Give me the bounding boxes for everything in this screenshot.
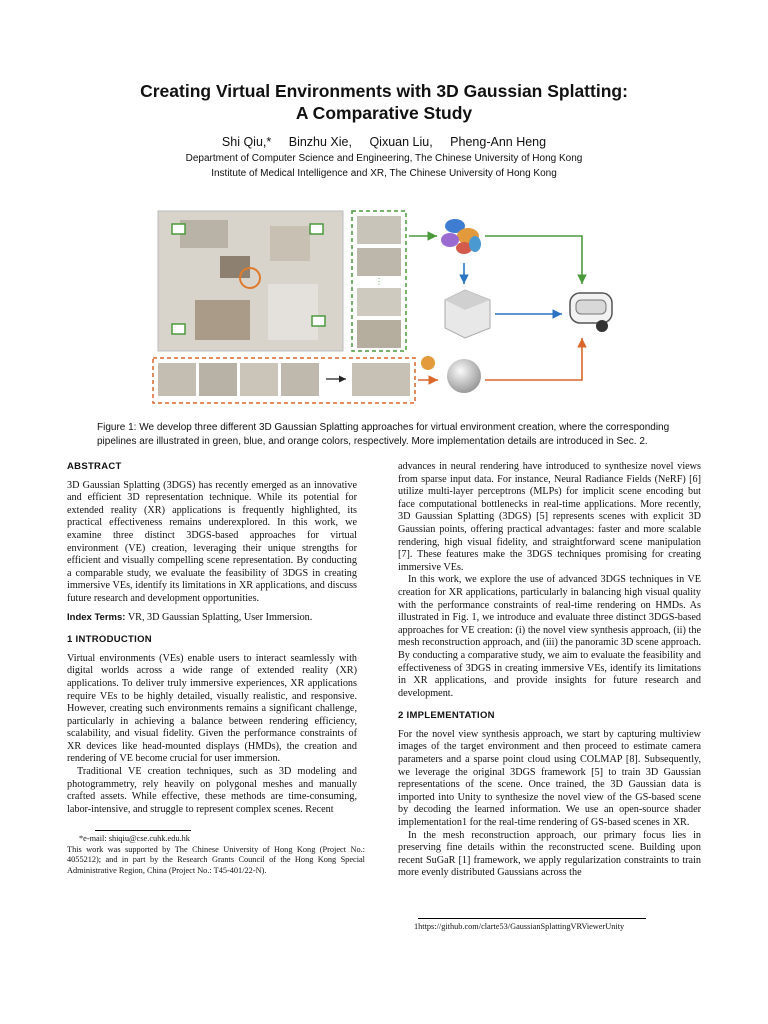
impl-p2: In the mesh reconstruction approach, our primary focus lies in preserving fine details within the reconstructed scene. Building upon recent SuGaR [1] framework, we apply regularization constraints to train more evenly distributed Gaussians across the: [398, 829, 701, 879]
footnote-support: This work was supported by The Chinese University of Hong Kong (Project No.: 4055212); and in part by the Research Grants Council of the Hong Kong Special Administrative Region, China (Project No.: T45-401/22-N).: [67, 844, 365, 875]
abstract-heading: ABSTRACT: [67, 461, 122, 472]
title-line-2: A Comparative Study: [295, 103, 473, 123]
intro-p3: advances in neural rendering have introduced to synthesize novel views from sparse input data. For instance, Neural Radiance Fields (NeRF) [6] utilize multi-layer perceptrons (MLPs) for implicit scene encoding but face computational bottlenecks in real-time applications. More recently, 3D Gaussian Splatting (3DGS) [5] represents scenes with explicit 3D Gaussian points, offering practical advantages: faster and more scalable rendering, high visual fidelity, and straightforward scene manipulation [7]. These features make the 3DGS techniques promising for creating immersive VEs.: [398, 461, 701, 573]
intro-heading: 1 INTRODUCTION: [67, 634, 152, 646]
figure-caption: Figure 1: We develop three different 3D Gaussian Splatting approaches for virtual environment creation, where the corresponding pipelines are illustrated in green, blue, and orange colors, respectively. More implementation details are introduced in Sec. 2.: [97, 422, 670, 447]
vr-headset-icon: [570, 293, 612, 332]
title-line-1: Creating Virtual Environments with 3D Gaussian Splatting:: [140, 81, 628, 101]
author-2: Binzhu Xie,: [288, 135, 352, 149]
footnote-email: *e-mail: shiqiu@cse.cuhk.edu.hk: [79, 834, 190, 843]
index-terms: VR, 3D Gaussian Splatting, User Immersion.: [127, 611, 313, 623]
abstract-text: 3D Gaussian Splatting (3DGS) has recently emerged as an innovative and efficient 3D representation technique. While its potential for extended reality (XR) applications is frequently highlighted, its practical effectiveness remains underexplored. In this work, we examine three distinct 3DGS-based approaches for virtual environment (VE) creation, leveraging their unique strengths for efficient and visually compelling scene representation. By conducting a comparable study, we evaluate the feasibility of 3DGS in creating immersive VEs, identify its limitations in XR applications, and discuss future research and development opportunities.: [67, 479, 357, 604]
svg-text:⋮: ⋮: [375, 277, 383, 286]
intro-p4: In this work, we explore the use of advanced 3DGS techniques in VE creation for XR applications, particularly in balancing high visual quality with the performance constraints of real-time rendering on HMDs. As illustrated in Fig. 1, we introduce and evaluate three distinct 3DGS-based approaches for VE creation: (i) the novel view synthesis approach, (ii) the mesh reconstruction approach, and (iii) the panoramic 3D scene approach. By conducting a comparative study, we aim to evaluate the feasibility and effectiveness of 3DGS in creating immersive VEs, identify its limitations in XR applications, and provide insights for future research and development.: [398, 574, 701, 699]
index-terms-label: Index Terms:: [67, 611, 126, 623]
author-4: Pheng-Ann Heng: [450, 135, 547, 149]
right-column: [398, 461, 701, 880]
author-1: Shi Qiu,*: [221, 135, 272, 149]
figure-1: [150, 208, 620, 408]
multiview-images: [352, 211, 406, 351]
right-footnotes: [398, 918, 701, 933]
gaussian-blobs-icon: [441, 219, 481, 254]
author-3: Qixuan Liu,: [369, 135, 433, 149]
left-footnotes: [67, 830, 365, 876]
impl-heading: 2 IMPLEMENTATION: [398, 710, 495, 722]
left-column: [67, 461, 357, 816]
room-topdown-icon: [158, 211, 343, 351]
panorama-strip: [153, 358, 415, 403]
affiliation-2: Institute of Medical Intelligence and XR, The Chinese University of Hong Kong: [211, 168, 557, 179]
footnote-rule: [95, 830, 191, 831]
paper-title: [0, 80, 768, 124]
footnote-rule-right: [418, 918, 646, 919]
intro-p1: Virtual environments (VEs) enable users to interact seamlessly with digital worlds across a wide range of extended reality (XR) applications. To deliver truly immersive experiences, XR applications require VEs to be highly detailed, visually realistic, and responsive. However, creating such environments remains a significant challenge, particularly in achieving a balance between rendering efficiency, scalability, and visual fidelity. Given the performance constraints of XR devices like head-mounted displays (HMDs), the creation and rendering of VE become crucial for user immersion.: [67, 652, 357, 765]
mesh-room-icon: [445, 290, 490, 338]
impl-p1: For the novel view synthesis approach, we start by capturing multiview images of the target environment and then proceed to estimate camera parameters and a sparse point cloud using COLMAP [8]. Subsequently, we leverage the original 3DGS framework [5] to train 3D Gaussian representations of the scene. Once trained, the 3D Gaussian data is imported into Unity to synthesize the novel view of the GS-based scene by decoding the learned information. We use an open-source shader implementation1 for the real-time rendering of GS-based scenes in XR.: [398, 728, 701, 829]
author-list: [0, 135, 768, 149]
footnote-url: 1https://github.com/clarte53/GaussianSplattingVRViewerUnity: [414, 922, 625, 931]
intro-p2: Traditional VE creation techniques, such as 3D modeling and photogrammetry, rely heavily on polygonal meshes and manually crafted assets. While effective, these methods are time-consuming, labor-intensive, and struggle to represent complex scenes. Recent: [67, 766, 357, 815]
affiliation-1: Department of Computer Science and Engineering, The Chinese University of Hong Kong: [185, 153, 583, 164]
panorama-sphere-icon: [421, 356, 481, 393]
